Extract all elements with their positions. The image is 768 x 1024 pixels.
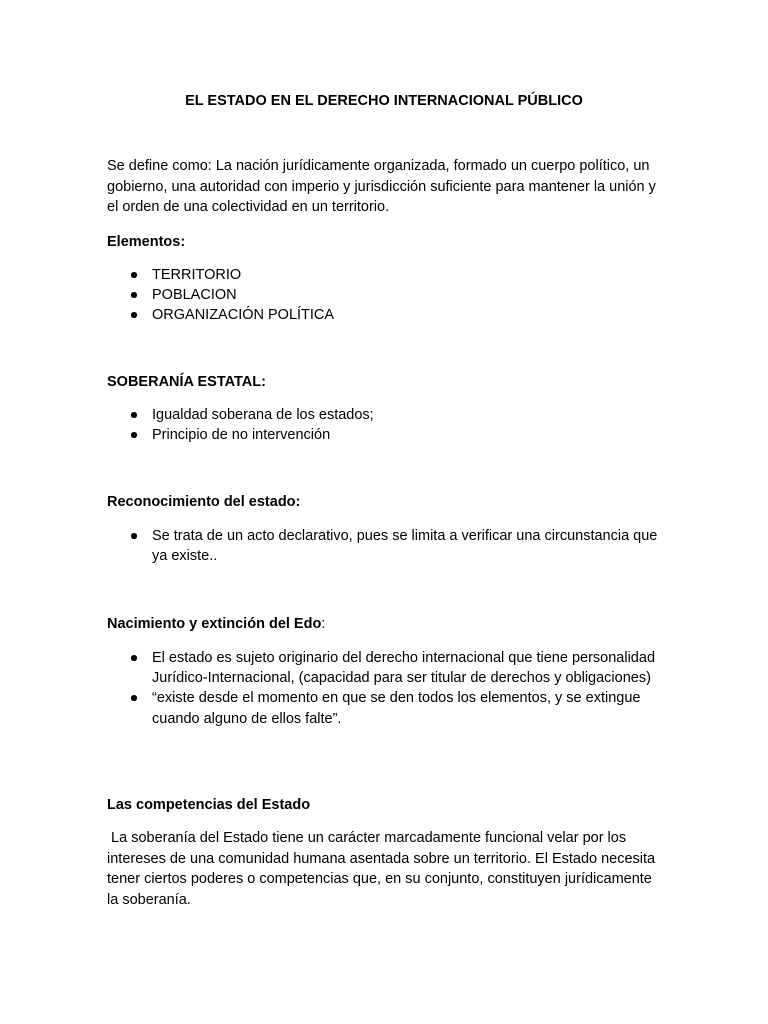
- section-heading-elementos: Elementos:: [107, 234, 186, 250]
- reconocimiento-list: [107, 526, 667, 566]
- document-title: EL ESTADO EN EL DERECHO INTERNACIONAL PÚBLICO: [185, 93, 583, 109]
- nacimiento-list: [107, 648, 667, 729]
- section-heading-reconocimiento: Reconocimiento del estado:: [107, 494, 301, 510]
- heading-colon: :: [321, 616, 326, 632]
- list-item-text: TERRITORIO: [152, 267, 242, 283]
- bullet-icon: [131, 312, 137, 318]
- bullet-icon: [131, 412, 137, 418]
- list-item: [107, 688, 667, 728]
- list-item: [107, 285, 667, 305]
- bullet-icon: [131, 655, 137, 661]
- competencias-paragraph: La soberanía del Estado tiene un carácter marcadamente funcional velar por los intereses de una comunidad humana asentada sobre un territorio. El Estado necesita tener ciertos poderes o competencias que, en su conjunto, constituyen jurídicamente la soberanía.: [107, 830, 660, 908]
- list-item: [107, 305, 667, 325]
- bullet-icon: [131, 292, 137, 298]
- list-item-text: Se trata de un acto declarativo, pues se limita a verificar una circunstancia que ya existe..: [152, 528, 658, 565]
- elementos-list: [107, 265, 667, 326]
- list-item-text: El estado es sujeto originario del derecho internacional que tiene personalidad Jurídico-Internacional, (capacidad para ser titular de derechos y obligaciones): [152, 650, 656, 687]
- intro-paragraph: Se define como: La nación jurídicamente organizada, formado un cuerpo político, un gobierno, una autoridad con imperio y jurisdicción suficiente para mantener la unión y el orden de una colectividad en un territorio.: [107, 158, 656, 215]
- list-item: [107, 265, 667, 285]
- bullet-icon: [131, 432, 137, 438]
- list-item-text: “existe desde el momento en que se den todos los elementos, y se extingue cuando alguno de ellos falte”.: [152, 690, 641, 727]
- heading-text: Nacimiento y extinción del Edo: [107, 616, 322, 632]
- list-item-text: Igualdad soberana de los estados;: [152, 407, 374, 423]
- list-item: [107, 526, 667, 566]
- list-item: [107, 405, 667, 425]
- section-heading-nacimiento: [107, 614, 667, 634]
- list-item-text: POBLACION: [152, 287, 237, 304]
- bullet-icon: [131, 272, 137, 278]
- soberania-list: [107, 405, 667, 445]
- list-item: [107, 425, 667, 445]
- list-item-text: ORGANIZACIÓN POLÍTICA: [152, 307, 335, 324]
- bullet-icon: [131, 695, 137, 701]
- list-item: [107, 648, 667, 688]
- bullet-icon: [131, 533, 137, 539]
- list-item-text: Principio de no intervención: [152, 427, 331, 444]
- section-heading-soberania: SOBERANÍA ESTATAL:: [107, 374, 266, 390]
- section-heading-competencias: Las competencias del Estado: [107, 797, 311, 813]
